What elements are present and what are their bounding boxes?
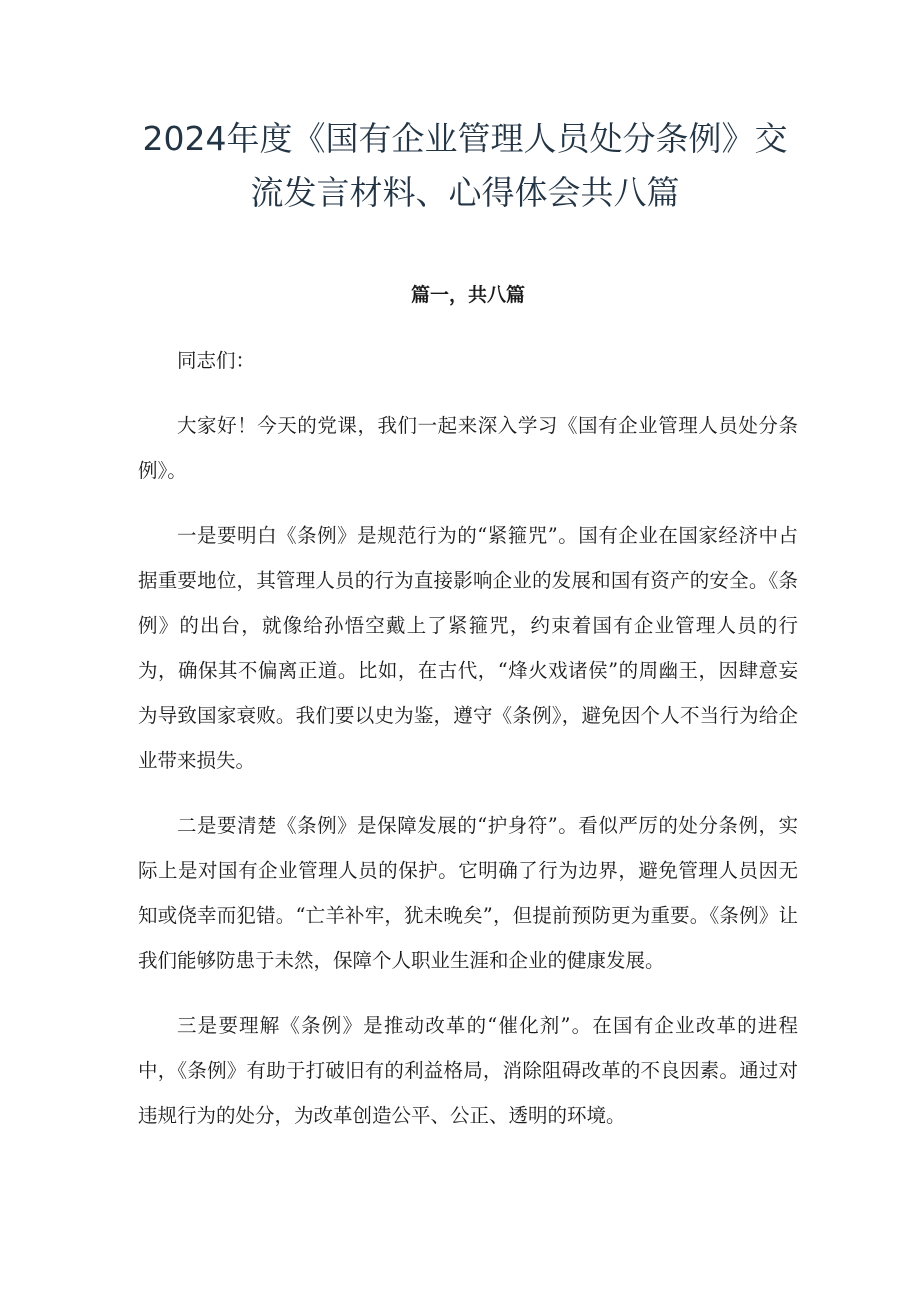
document-body [138,338,798,1158]
title-line-1: 2024年度《国有企业管理人员处分条例》交 [142,119,788,158]
title-line-2: 流发言材料、心得体会共八篇 [250,173,680,212]
document-title [120,112,810,220]
salutation: 同志们： [177,349,256,372]
paragraph-point-two: 二是要清楚《条例》是保障发展的“护身符”。看似严厉的处分条例，实际上是对国有企业管理人员的保护。它明确了行为边界，避免管理人员因无知或侥幸而犯错。“亡羊补牢，犹未晚矣”，但提前预防更为重要。《条例》让我们能够防患于未然，保障个人职业生涯和企业的健康发展。 [138,814,798,972]
paragraph-point-three: 三是要理解《条例》是推动改革的“催化剂”。在国有企业改革的进程中，《条例》有助于打破旧有的利益格局，消除阻碍改革的不良因素。通过对违规行为的处分，为改革创造公平、公正、透明的环境。 [138,1014,798,1127]
paragraph-point-one: 一是要明白《条例》是规范行为的“紧箍咒”。国有企业在国家经济中占据重要地位，其管理人员的行为直接影响企业的发展和国有资产的安全。《条例》的出台，就像给孙悟空戴上了紧箍咒，约束着国有企业管理人员的行为，确保其不偏离正道。比如，在古代，“烽火戏诸侯”的周幽王，因肆意妄为导致国家衰败。我们要以史为鉴，遵守《条例》，避免因个人不当行为给企业带来损失。 [138,524,798,772]
section-heading: 篇一，共八篇 [410,284,525,306]
paragraph-greeting: 大家好！今天的党课，我们一起来深入学习《国有企业管理人员处分条例》。 [138,414,798,482]
